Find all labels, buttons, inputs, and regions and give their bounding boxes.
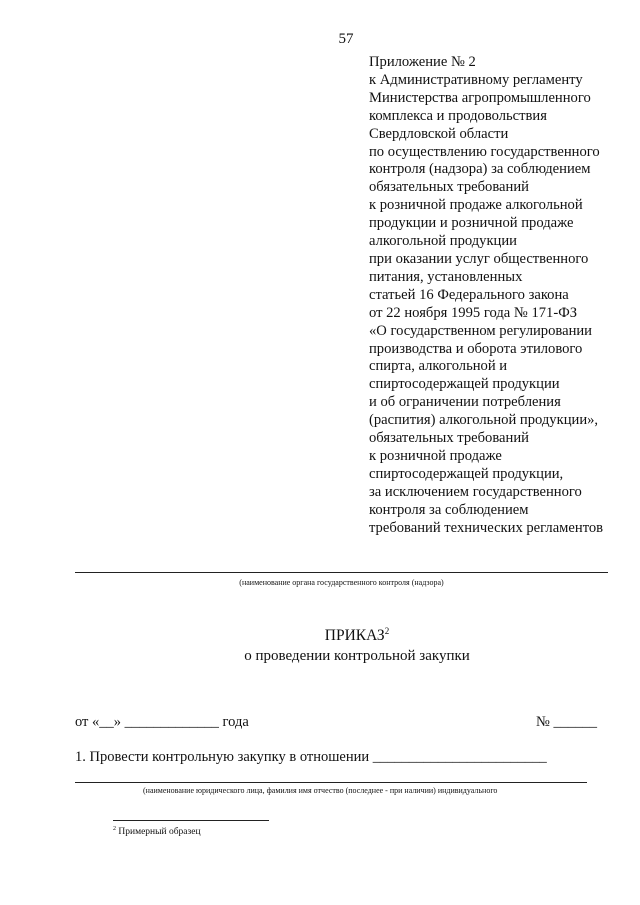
appendix-line: за исключением государственного	[369, 483, 582, 500]
org-name-underline	[75, 572, 608, 573]
order-title	[0, 626, 640, 645]
appendix-line: при оказании услуг общественного	[369, 250, 589, 267]
appendix-line: алкогольной продукции	[369, 233, 517, 250]
appendix-line: спирта, алкогольной и	[369, 358, 508, 375]
order-number-line: № ______	[536, 714, 597, 730]
appendix-line: спиртосодержащей продукции	[369, 376, 560, 393]
appendix-line: контроля за соблюдением	[369, 501, 529, 518]
org-name-caption: (наименование органа государственного контроля (надзора)	[239, 578, 444, 587]
appendix-line: статьей 16 Федерального закона	[369, 286, 569, 303]
appendix-line: от 22 ноября 1995 года № 171-ФЗ	[369, 304, 578, 321]
entity-name-caption: (наименование юридического лица, фамилия имя отчество (последнее - при наличии) индивидуального	[143, 786, 498, 795]
appendix-line: питания, установленных	[369, 268, 523, 285]
appendix-line: «О государственном регулировании	[369, 322, 592, 339]
footnote-text: Примерный образец	[118, 827, 201, 838]
item-1-text: 1. Провести контрольную закупку в отношении ________________________	[75, 749, 547, 765]
appendix-line: к Административному регламенту	[369, 71, 583, 88]
appendix-line: продукции и розничной продаже	[369, 215, 574, 232]
appendix-line: контроля (надзора) за соблюдением	[369, 161, 591, 178]
appendix-line: комплекса и продовольствия	[369, 107, 547, 124]
order-title-text: ПРИКАЗ	[324, 627, 385, 645]
order-subtitle: о проведении контрольной закупки	[244, 648, 470, 664]
appendix-line: к розничной продаже алкогольной	[369, 197, 583, 214]
appendix-line: спиртосодержащей продукции,	[369, 465, 564, 482]
page-number: 57	[338, 31, 354, 47]
appendix-line: (распития) алкогольной продукции»,	[369, 412, 599, 429]
footnote-separator	[113, 820, 269, 821]
appendix-line: Министерства агропромышленного	[369, 89, 591, 106]
appendix-line: требований технических регламентов	[369, 519, 604, 536]
appendix-line: и об ограничении потребления	[369, 394, 561, 411]
appendix-line: производства и оборота этилового	[369, 340, 583, 357]
appendix-header-block	[369, 54, 629, 537]
order-date-line: от «__» _____________ года	[75, 714, 249, 730]
order-footnote-ref: 2	[384, 626, 390, 636]
footnote-mark: 2	[113, 826, 116, 832]
appendix-line: к розничной продаже	[369, 447, 502, 464]
footnote	[113, 826, 201, 837]
appendix-line: Приложение № 2	[369, 54, 476, 70]
entity-name-underline	[75, 782, 587, 783]
appendix-line: Свердловской области	[369, 125, 509, 142]
appendix-line: обязательных требований	[369, 179, 529, 196]
appendix-line: по осуществлению государственного	[369, 143, 600, 160]
appendix-line: обязательных требований	[369, 430, 529, 447]
